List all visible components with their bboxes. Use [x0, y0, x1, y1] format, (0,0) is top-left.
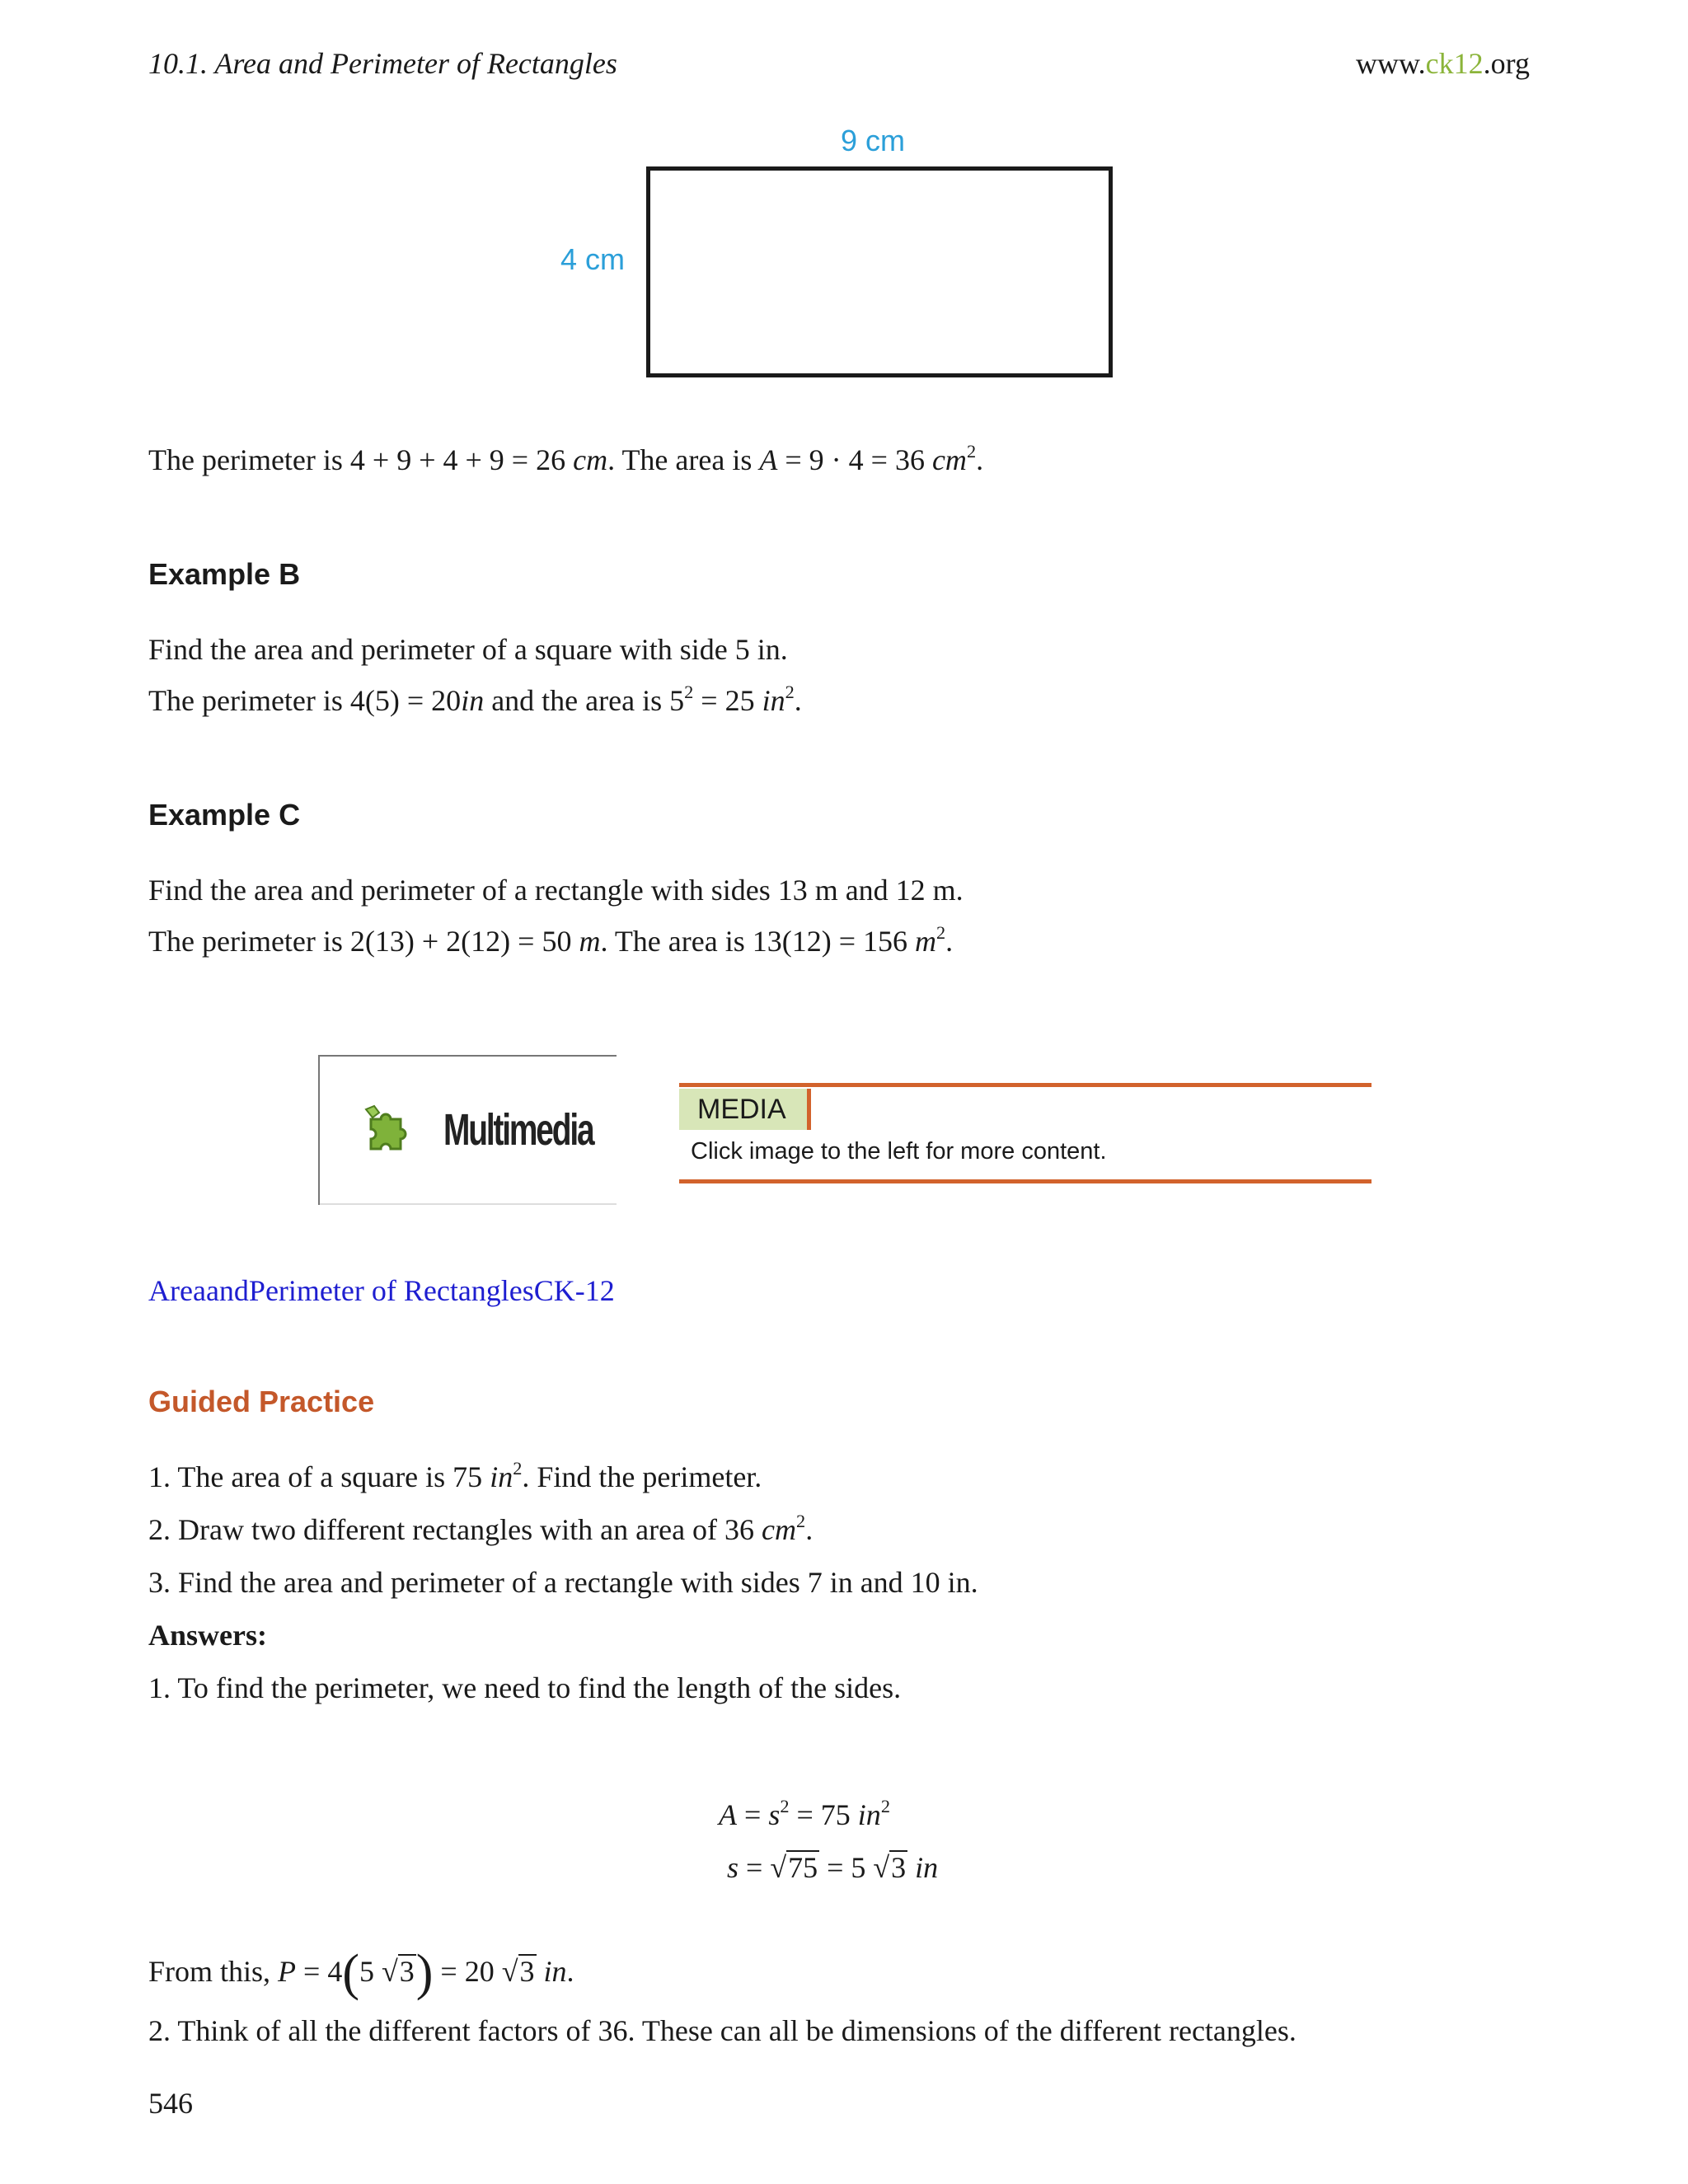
url-prefix: www. — [1356, 47, 1426, 80]
url-suffix: .org — [1483, 47, 1530, 80]
answers-label: Answers: — [148, 1619, 267, 1652]
section-title: Area and Perimeter of Rectangles — [214, 47, 617, 80]
guided-question-2: 2. Draw two different rectangles with an area of 36 $cm^2$. — [148, 1510, 814, 1546]
media-link[interactable]: AreaandPerimeter of RectanglesCK-12 — [148, 1274, 615, 1307]
figure-width-label: 9 cm — [841, 124, 906, 157]
example-b-heading: Example B — [148, 557, 301, 591]
multimedia-thumbnail[interactable] — [318, 1055, 617, 1205]
rectangle-figure — [646, 166, 1113, 377]
guided-question-1: 1. The area of a square is 75 $in^2$. Find the perimeter. — [148, 1457, 762, 1493]
example-b-question: Find the area and perimeter of a square with side 5 in. — [148, 633, 788, 666]
url-brand: ck12 — [1425, 47, 1484, 80]
example-a-result: The perimeter is 4 + 9 + 4 + 9 = 26 cm. The area is A = 9 · 4 = 36 $cm^2$. — [148, 440, 984, 476]
site-url[interactable] — [1356, 46, 1530, 81]
example-b-answer: The perimeter is 4(5) = 20in and the area is $5^2 = 25$ $in^2$. — [148, 681, 802, 717]
running-header — [148, 46, 617, 81]
page-number: 546 — [148, 2087, 193, 2120]
from-this-line: From this, P = 4(5 √3) = 20 √3 in. — [148, 1945, 574, 2001]
example-c-question: Find the area and perimeter of a rectangle with sides 13 m and 12 m. — [148, 874, 964, 907]
sqrt-symbol: √ — [865, 1851, 890, 1884]
equation-side: s = √75 = 5 √3 in — [727, 1851, 939, 1884]
multimedia-label: Multimedia — [443, 1105, 593, 1155]
media-tag: MEDIA — [679, 1089, 811, 1130]
media-caption: Click image to the left for more content. — [691, 1138, 1107, 1165]
guided-practice-heading: Guided Practice — [148, 1385, 375, 1418]
guided-question-3: 3. Find the area and perimeter of a rectangle with sides 7 in and 10 in. — [148, 1566, 978, 1599]
answer-1: 1. To find the perimeter, we need to find the length of the sides. — [148, 1671, 902, 1704]
section-number: 10.1. — [148, 47, 208, 80]
puzzle-icon — [359, 1101, 419, 1160]
answer-2: 2. Think of all the different factors of 36. These can all be dimensions of the different rectangles. — [148, 2014, 1296, 2047]
example-c-answer: The perimeter is 2(13) + 2(12) = 50 m. The area is 13(12) = 156 $m^2$. — [148, 921, 954, 958]
figure-height-label: 4 cm — [560, 242, 626, 276]
example-c-heading: Example C — [148, 798, 301, 832]
media-callout — [679, 1083, 1372, 1183]
sqrt-symbol: √ — [770, 1851, 787, 1884]
equation-area: $A = s^2 = 75$ $in^2$ — [719, 1795, 890, 1831]
